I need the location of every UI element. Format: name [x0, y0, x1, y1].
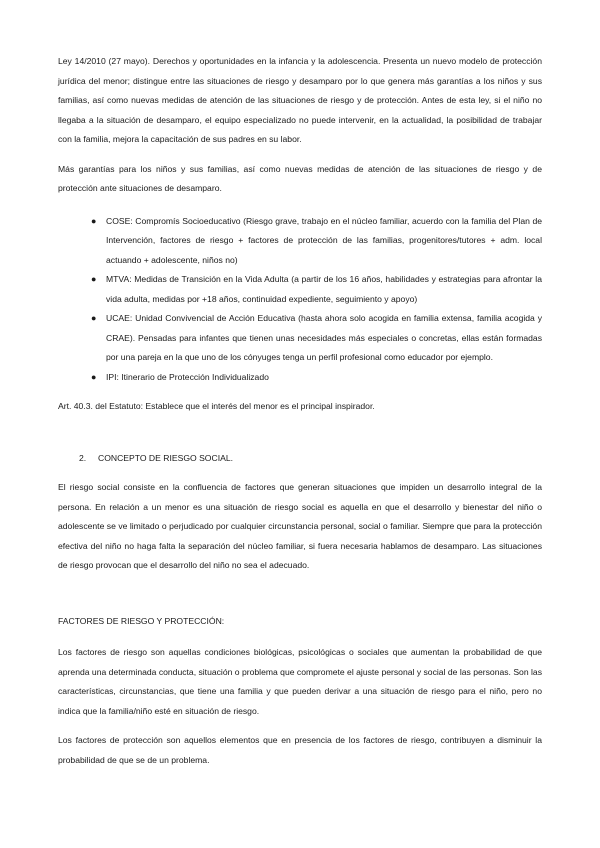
bullet-icon: ●	[91, 313, 97, 323]
list-item	[91, 368, 542, 388]
article-statement: Art. 40.3. del Estatuto: Establece que el interés del menor es el principal inspirador.	[58, 401, 375, 411]
bullet-icon: ●	[91, 371, 97, 382]
list-item-text: UCAE: Unidad Convivencial de Acción Educativa (hasta ahora solo acogida en familia extensa, familia acogida y CRAE). Pensadas para infantes que tienen unas necesidades más especiales o concretas, ellas están formadas por una pareja en la que uno de los cónyuges tenga un perfil profesional como educador por ejemplo.	[106, 313, 542, 362]
measures-list	[58, 212, 542, 388]
intro-paragraph-law: Ley 14/2010 (27 mayo). Derechos y oportunidades en la infancia y la adolescencia. Presenta un nuevo modelo de protección jurídica del menor; distingue entre las situaciones de riesgo y desamparo por lo que genera más garantías a los niños y sus familias, así como nuevas medidas de atención de las situaciones de riesgo y de protección. Antes de esta ley, si el niño no llegaba a la situación de desamparo, el equipo especializado no puede intervenir, en la actualidad, la posibilidad de trabajar con la familia, mejora la capacitación de sus padres en su labor.	[58, 56, 542, 144]
list-item-text: IPI: Itinerario de Protección Individualizado	[106, 371, 269, 382]
list-item	[91, 270, 542, 309]
bullet-icon: ●	[91, 274, 97, 284]
section-number: 2.	[79, 452, 87, 463]
protection-factors-paragraph: Los factores de protección son aquellos elementos que en presencia de los factores de riesgo, contribuyen a disminuir la probabilidad de que se de un problema.	[58, 735, 542, 765]
list-item	[91, 212, 542, 271]
factors-heading: FACTORES DE RIESGO Y PROTECCIÓN:	[58, 615, 225, 626]
risk-factors-paragraph: Los factores de riesgo son aquellas condiciones biológicas, psicológicas o sociales que aumentan la probabilidad de que aprenda una determinada conducta, situación o problema que compromete el ajuste personal y social de las personas. Son las características, circunstancias, que tiene una familia y que pueden derivar a una situación de riesgo para el niño, pero no indica que la familia/niño esté en situación de riesgo.	[58, 647, 542, 716]
list-item-text: COSE: Compromís Socioeducativo (Riesgo grave, trabajo en el núcleo familiar, acuerdo con la familia del Plan de Intervención, factores de riesgo + factores de protección de las familias, progenitores/tutores + adm. local actuando + adolescente, niños no)	[106, 215, 542, 265]
list-item-text: MTVA: Medidas de Transición en la Vida Adulta (a partir de los 16 años, habilidades y estrategias para afrontar la vida adulta, medidas por +18 años, continuidad expediente, seguimiento y apoyo)	[106, 274, 542, 304]
section-title: CONCEPTO DE RIESGO SOCIAL.	[98, 452, 233, 463]
risk-definition-paragraph: El riesgo social consiste en la confluencia de factores que generan situaciones que impiden un desarrollo integral de la persona. En relación a un menor es una situación de riesgo social es aquella en que el desarrollo y bienestar del niño o adolescente se ve limitado o perjudicado por cualquier circunstancia personal, social o familiar. Siempre que para la protección efectiva del niño no haga falta la separación del núcleo familiar, si fuera necesaria hablamos de desamparo. Las situaciones de riesgo provocan que el desarrollo del niño no sea el adecuado.	[58, 482, 542, 570]
intro-paragraph-guarantees: Más garantías para los niños y sus familias, así como nuevas medidas de atención de las situaciones de riesgo y de protección ante situaciones de desamparo.	[58, 163, 542, 193]
bullet-icon: ●	[91, 215, 97, 226]
list-item	[91, 309, 542, 368]
section-heading	[58, 449, 542, 469]
